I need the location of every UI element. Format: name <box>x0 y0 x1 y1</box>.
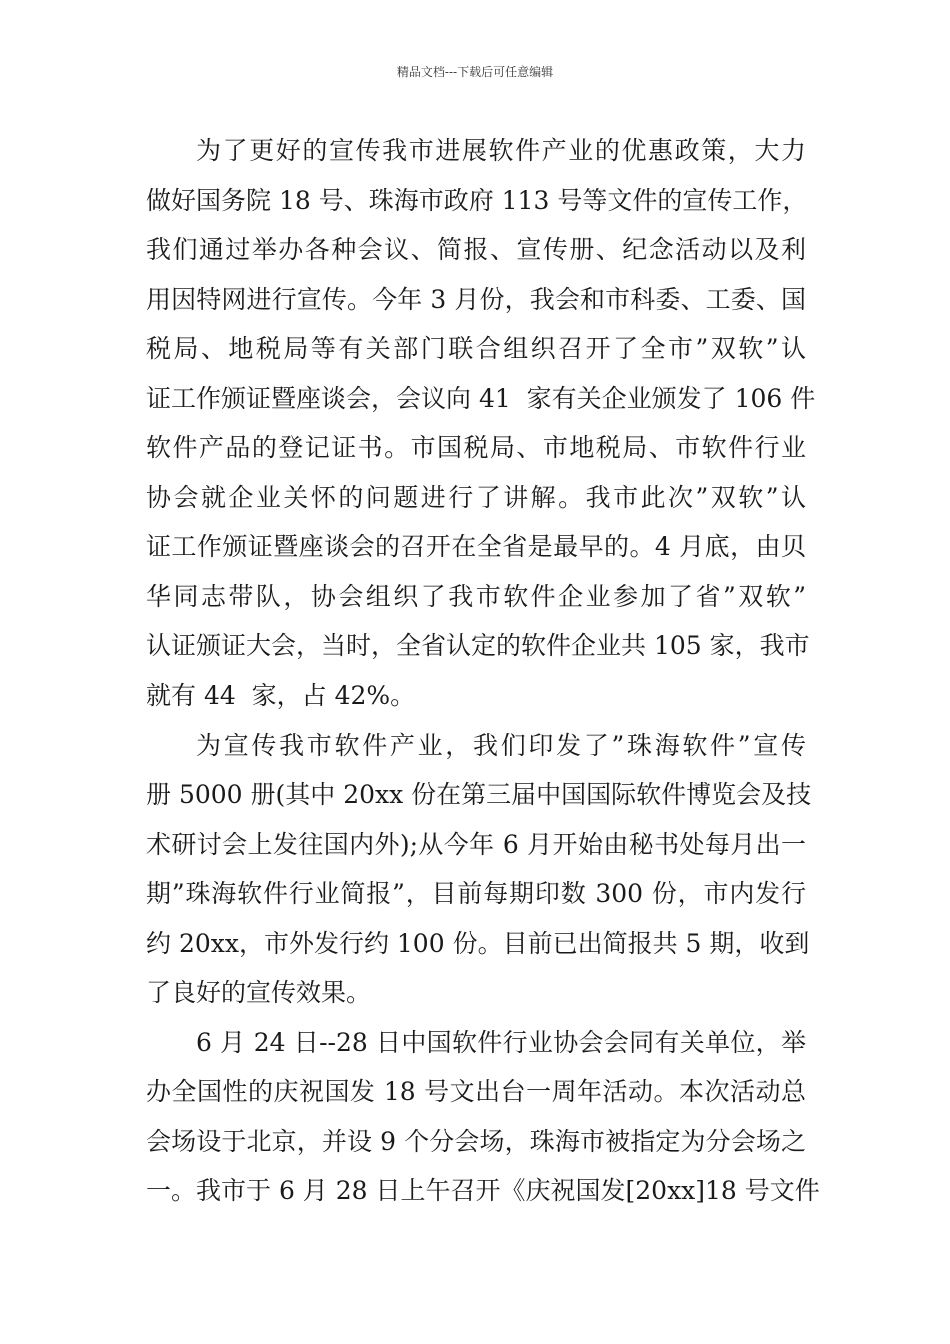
text-line: 用因特网进行宣传。今年 3 月份，我会和市科委、工委、国 <box>146 284 806 314</box>
paragraph-1 <box>146 126 816 721</box>
text-line: 为了更好的宣传我市进展软件产业的优惠政策，大力 <box>196 136 806 165</box>
text-line: 认证颁证大会，当时，全省认定的软件企业共 105 家，我市 <box>146 631 810 661</box>
text-line: 做好国务院 18 号、珠海市政府 113 号等文件的宣传工作， <box>146 185 808 215</box>
text-line: 华同志带队，协会组织了我市软件企业参加了省”双软” <box>146 581 806 611</box>
page-header: 精品文档---下载后可任意编辑 <box>396 65 554 79</box>
document-body <box>146 126 820 1216</box>
text-line: 税局、地税局等有关部门联合组织召开了全市”双软”认 <box>146 334 806 364</box>
text-line: 6 月 24 日--28 日中国软件行业协会会同有关单位，举 <box>196 1027 806 1057</box>
text-line: 会场设于北京，并设 9 个分会场，珠海市被指定为分会场之 <box>146 1126 806 1156</box>
text-line: 就有 44 家，占 42%。 <box>146 681 416 711</box>
text-line: 术研讨会上发往国内外);从今年 6 月开始由秘书处每月出一 <box>146 829 806 859</box>
text-line: 软件产品的登记证书。市国税局、市地税局、市软件行业 <box>146 433 806 463</box>
text-line: 为宣传我市软件产业，我们印发了”珠海软件”宣传 <box>196 730 806 760</box>
text-line: 册 5000 册(其中 20xx 份在第三届中国国际软件博览会及技 <box>146 780 812 810</box>
text-line: 我们通过举办各种会议、简报、宣传册、纪念活动以及利 <box>146 235 806 265</box>
text-line: 一。我市于 6 月 28 日上午召开《庆祝国发[20xx]18 号文件 <box>146 1176 820 1206</box>
text-line: 期”珠海软件行业简报”，目前每期印数 300 份，市内发行 <box>146 879 806 909</box>
paragraph-3 <box>146 1018 820 1216</box>
text-line: 证工作颁证暨座谈会的召开在全省是最早的。4 月底，由贝 <box>146 532 806 562</box>
text-line: 了良好的宣传效果。 <box>146 978 372 1008</box>
text-line: 证工作颁证暨座谈会，会议向 41 家有关企业颁发了 106 件 <box>146 383 816 413</box>
paragraph-2 <box>146 721 812 1018</box>
text-line: 协会就企业关怀的问题进行了讲解。我市此次”双软”认 <box>146 482 806 512</box>
text-line: 办全国性的庆祝国发 18 号文出台一周年活动。本次活动总 <box>146 1077 806 1107</box>
text-line: 约 20xx，市外发行约 100 份。目前已出简报共 5 期，收到 <box>146 928 810 958</box>
